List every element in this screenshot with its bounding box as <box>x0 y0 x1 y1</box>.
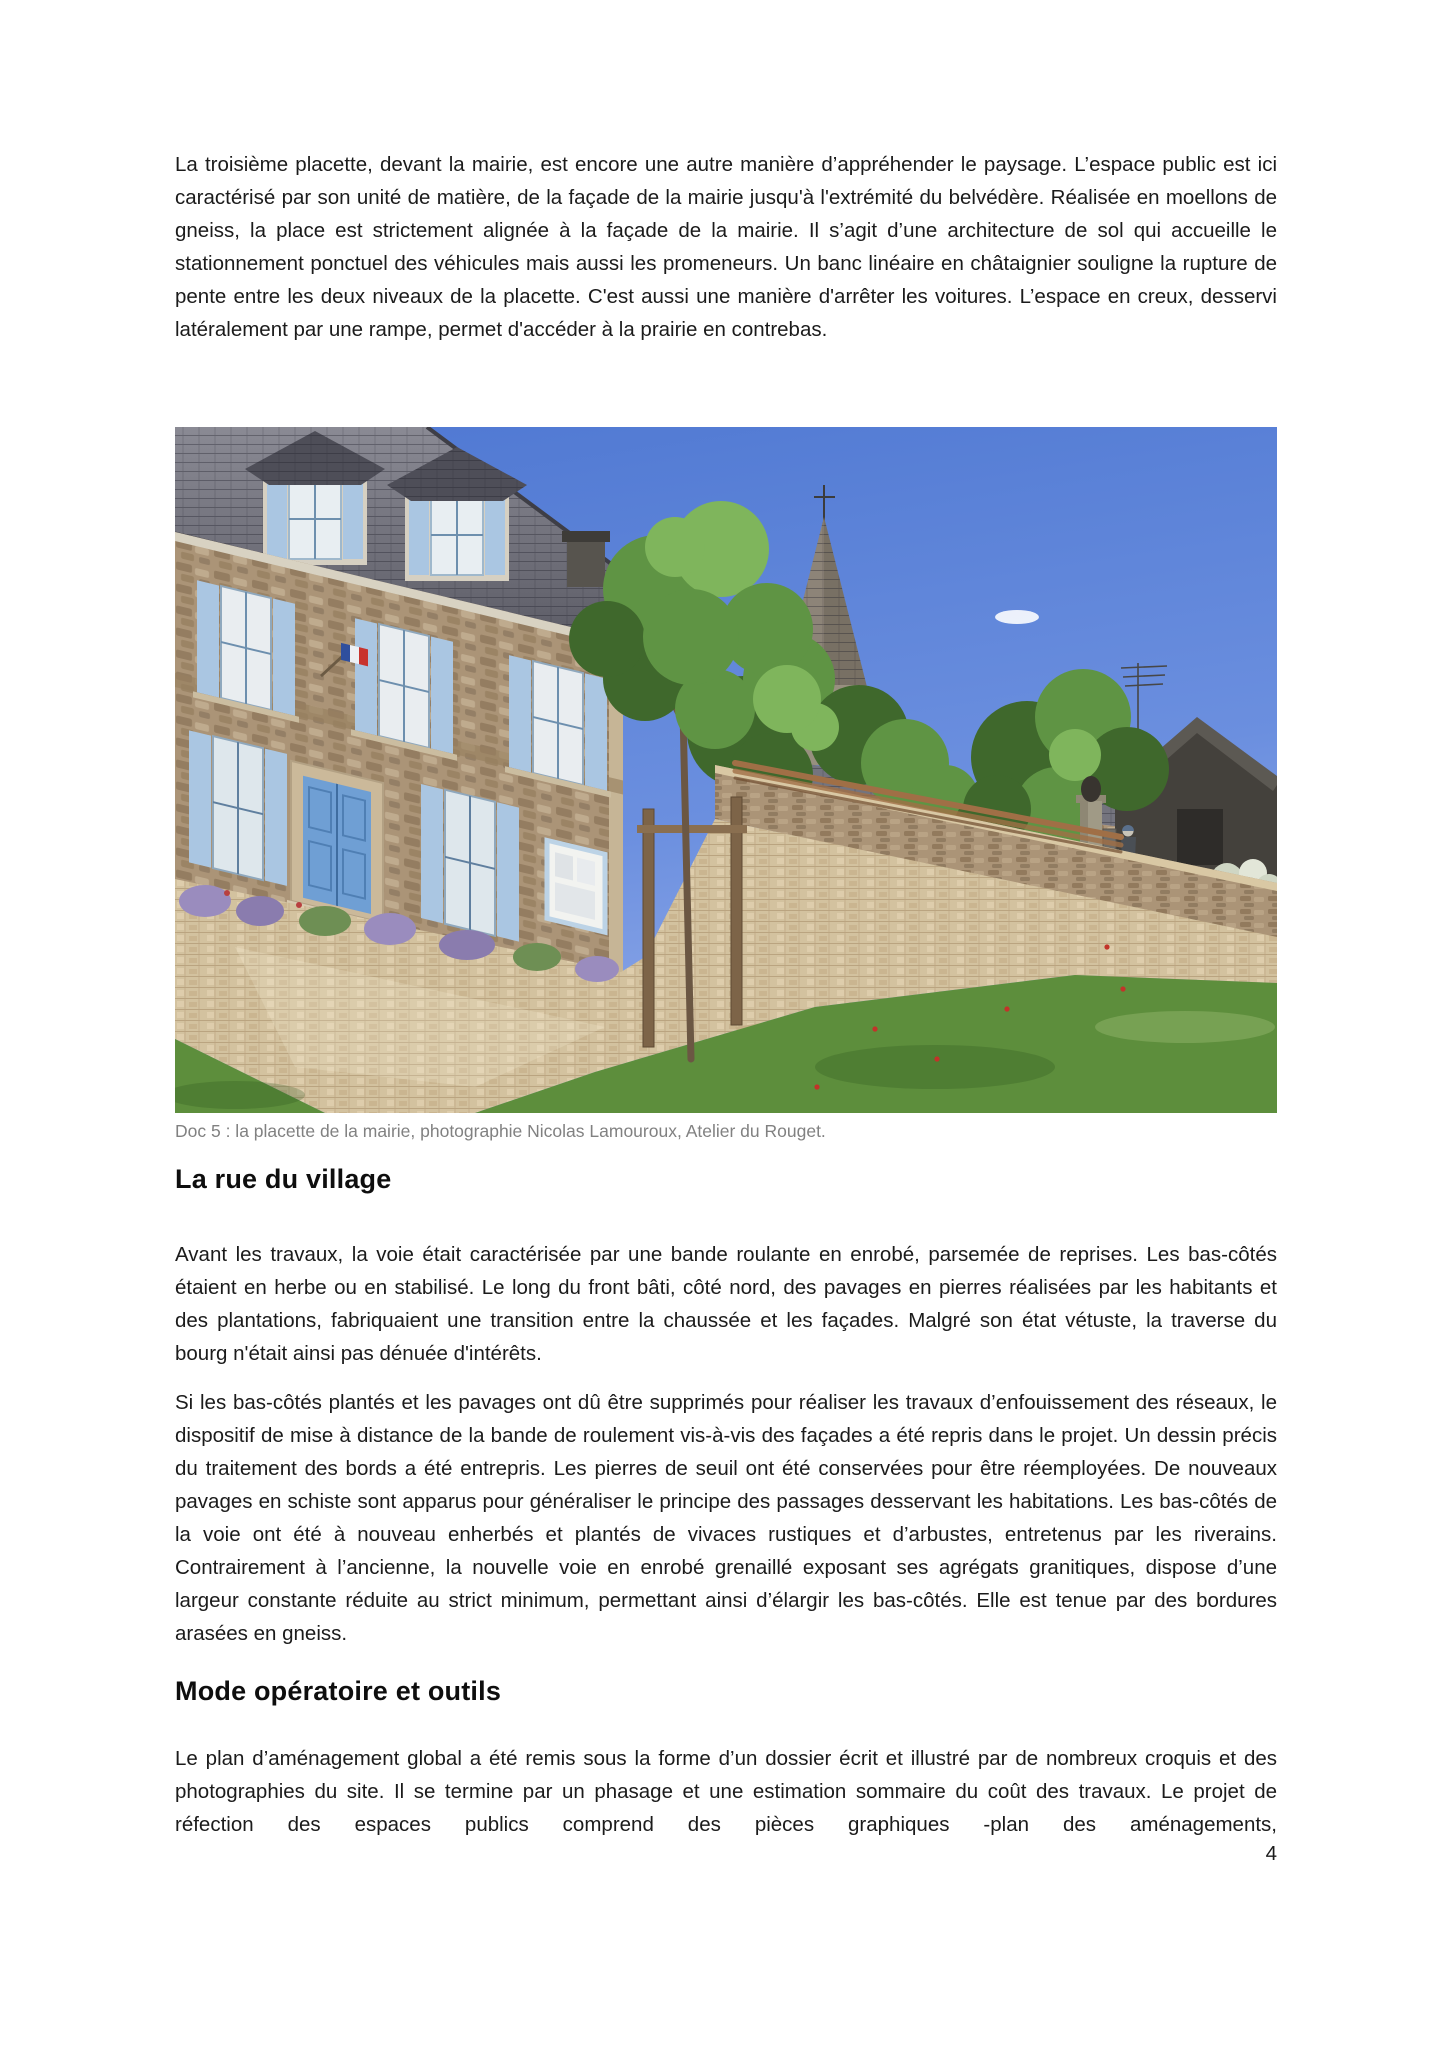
photo-illustration <box>175 427 1277 1113</box>
body-paragraph: Si les bas-côtés plantés et les pavages ont dû être supprimés pour réaliser les travaux d’enfouissement des réseaux, le dispositif de mise à distance de la bande de roulement vis-à-vis des façades a été repris dans le projet. Un dessin précis du traitement des bords a été entrepris. Les pierres de seuil ont été conservées pour être réemployées. De nouveaux pavages en schiste sont apparus pour généraliser le principe des passages desservant les habitations. Les bas-côtés de la voie ont été à nouveau enherbés et plantés de vivaces rustiques et d’arbustes, entretenus par les riverains. Contrairement à l’ancienne, la nouvelle voie en enrobé grenaillé exposant ses agrégats granitiques, dispose d’une largeur constante réduite au strict minimum, permettant ainsi d’élargir les bas-côtés. Elle est tenue par des bordures arasées en gneiss. <box>175 1391 1277 1645</box>
notice-board <box>547 840 605 932</box>
figure-caption: Doc 5 : la placette de la mairie, photographie Nicolas Lamouroux, Atelier du Rouget. <box>175 1121 826 1141</box>
body-paragraph: Le plan d’aménagement global a été remis sous la forme d’un dossier écrit et illustré par de nombreux croquis et des photographies du site. Il se termine par un phasage et une estimation sommaire du coût des travaux. Le projet de réfection des espaces publics comprend des pièces graphiques -plan des aménagements, <box>175 1747 1277 1836</box>
photo-placette-mairie <box>175 427 1277 1113</box>
body-paragraph: Avant les travaux, la voie était caractérisée par une bande roulante en enrobé, parsemée de reprises. Les bas-côtés étaient en herbe ou en stabilisé. Le long du front bâti, côté nord, des pavages en pierres réalisées par les habitants et des plantations, fabriquaient une transition entre la chaussée et les façades. Malgré son état vétuste, la traverse du bourg n'était ainsi pas dénuée d'intérêts. <box>175 1243 1277 1365</box>
section-heading-mode-operatoire: Mode opératoire et outils <box>175 1676 502 1706</box>
section-heading-rue-du-village: La rue du village <box>175 1164 392 1194</box>
page-number: 4 <box>1265 1842 1277 1865</box>
intro-paragraph: La troisième placette, devant la mairie, est encore une autre manière d’appréhender le paysage. L’espace public est ici caractérisé par son unité de matière, de la façade de la mairie jusqu'à l'extrémité du belvédère. Réalisée en moellons de gneiss, la place est strictement alignée à la façade de la mairie. Il s’agit d’une architecture de sol qui accueille le stationnement ponctuel des véhicules mais aussi les promeneurs. Un banc linéaire en châtaignier souligne la rupture de pente entre les deux niveaux de la placette. C'est aussi une manière d'arrêter les voitures. L’espace en creux, desservi latéralement par une rampe, permet d'accéder à la prairie en contrebas. <box>175 153 1277 341</box>
chimney <box>567 539 605 587</box>
